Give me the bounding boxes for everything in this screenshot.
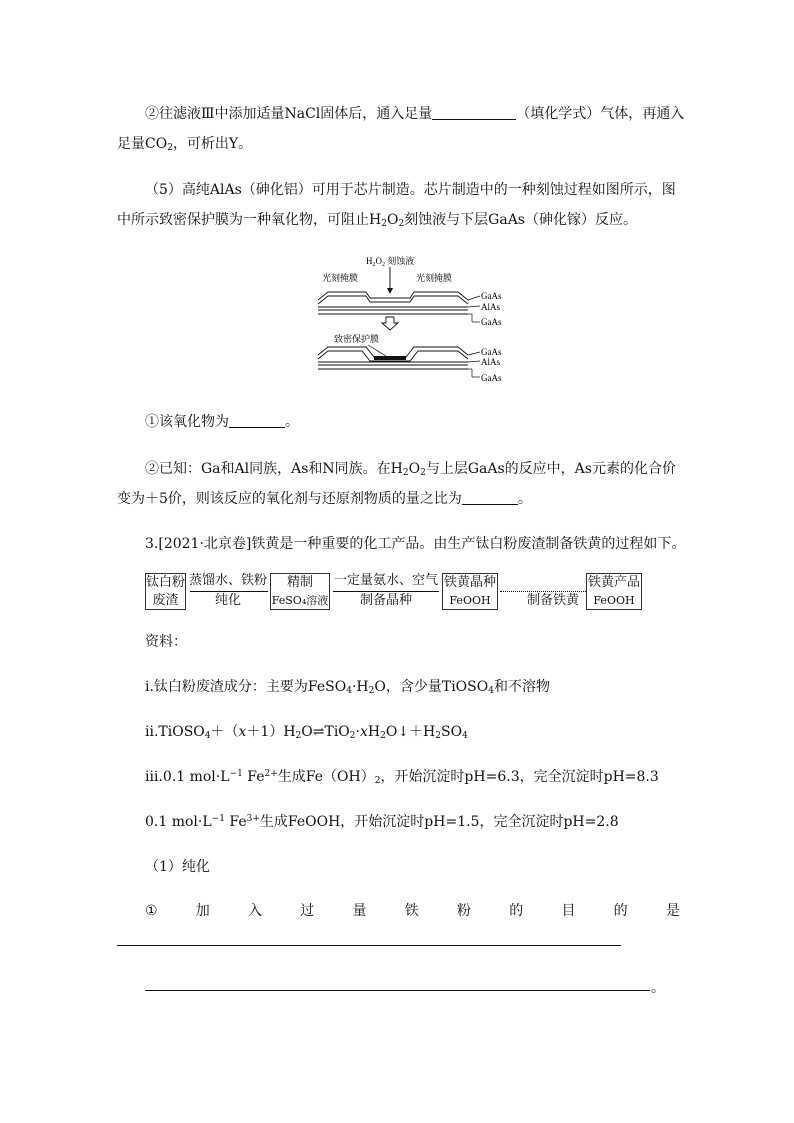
question-heading: 3.[2021·北京卷]铁黄是一种重要的化工产品。由生产钛白粉废渣制备铁黄的过程如下。 [145, 536, 686, 552]
wafer-stack-after [318, 347, 480, 377]
flow-box-seed-crystal: 铁黄晶种 FeOOH [442, 573, 498, 610]
reference-item: 0.1 $mol\cdot L^{-1}$ $Fe^{3+}$生成FeOOH，开始沉淀时pH=1.5，完全沉淀时pH=2.8 [145, 814, 619, 830]
question-line: ①该氧化物为 。 [145, 414, 299, 430]
question-line: （5）高纯AlAs（砷化铝）可用于芯片制造。芯片制造中的一种刻蚀过程如图所示，图 [145, 182, 676, 198]
answer-line[interactable] [145, 990, 650, 991]
question-line: ②往滤液Ⅲ中添加适量NaCl固体后，通入足量 （填化学式）气体，再通入 [145, 106, 685, 122]
flow-arrow-label: 纯化 [214, 593, 241, 608]
layer-label-alas: AlAs [481, 302, 501, 312]
mask-label-right: 光刻掩膜 [416, 273, 453, 283]
flow-arrow-label: 蒸馏水、铁粉 [188, 573, 267, 588]
flow-box-raw-waste: 钛白粉 废渣 [146, 575, 186, 608]
layer-label-alas-2: AlAs [481, 357, 501, 367]
end-punctuation: 。 [651, 980, 665, 996]
question-line: 变为＋5价，则该反应的氧化剂与还原剂物质的量之比为 。 [117, 491, 532, 507]
reference-item: ⅲ.0.1 $mol\cdot L^{-1}$ $Fe^{2+}$生成$Fe(OH)_2$，开始沉淀时pH=6.3，完全沉淀时pH=8.3 [145, 769, 659, 786]
layer-label-gaas-top-2: GaAs [481, 347, 502, 357]
reference-heading: 资料： [145, 634, 187, 650]
answer-blank[interactable] [432, 105, 516, 120]
flow-box-feso4: 精制 FeSO₄溶液 [270, 573, 330, 610]
flow-arrow-label: 一定量氨水、空气 [333, 573, 438, 588]
answer-blank[interactable] [229, 413, 285, 428]
answer-line[interactable] [117, 945, 621, 946]
etchant-arrow-head [387, 288, 393, 294]
answer-blank[interactable] [462, 490, 518, 505]
layer-label-gaas-bottom-2: GaAs [481, 373, 502, 383]
reference-item: ⅰ.钛白粉废渣成分：主要为$FeSO_4\cdot H_2O$，含少量TiOSO$_4$和不溶物 [145, 679, 550, 696]
flow-arrow-label: 制备铁黄 [526, 593, 579, 608]
sub-question-heading: （1）纯化 [145, 859, 210, 875]
question-line: 中所示致密保护膜为一种氧化物，可阻止$H_2O_2$刻蚀液与下层GaAs（砷化镓）反应。 [117, 212, 637, 229]
etching-diagram [300, 250, 520, 390]
flow-box-product: 铁黄产品 FeOOH [586, 573, 642, 610]
layer-label-gaas-bottom: GaAs [481, 317, 502, 327]
question-line: 足量$CO_2$，可析出Y。 [117, 136, 253, 153]
etchant-label: $H_2O_2$ 刻蚀液 [366, 256, 415, 268]
process-arrow-icon [382, 317, 398, 330]
flow-arrow-label: 制备晶种 [359, 593, 412, 608]
film-label: 致密保护膜 [334, 334, 380, 344]
question-line: ②已知：Ga和Al同族，As和N同族。在$H_2O_2$与上层GaAs的反应中，As元素的化合价 [145, 461, 676, 478]
wafer-stack-before [318, 292, 480, 322]
mask-label-left: 光刻掩膜 [322, 273, 359, 283]
layer-label-gaas-top: GaAs [481, 291, 502, 301]
protective-film [374, 356, 406, 360]
spaced-question-line: ① 加 入 过 量 铁 粉 的 目 的 是 [145, 903, 680, 919]
reference-item: $ⅱ.TiOSO_4+(x+1)H_2O\rightleftharpoons TiO_2\cdot xH_2O↓+H_2SO_4$ [145, 724, 468, 741]
